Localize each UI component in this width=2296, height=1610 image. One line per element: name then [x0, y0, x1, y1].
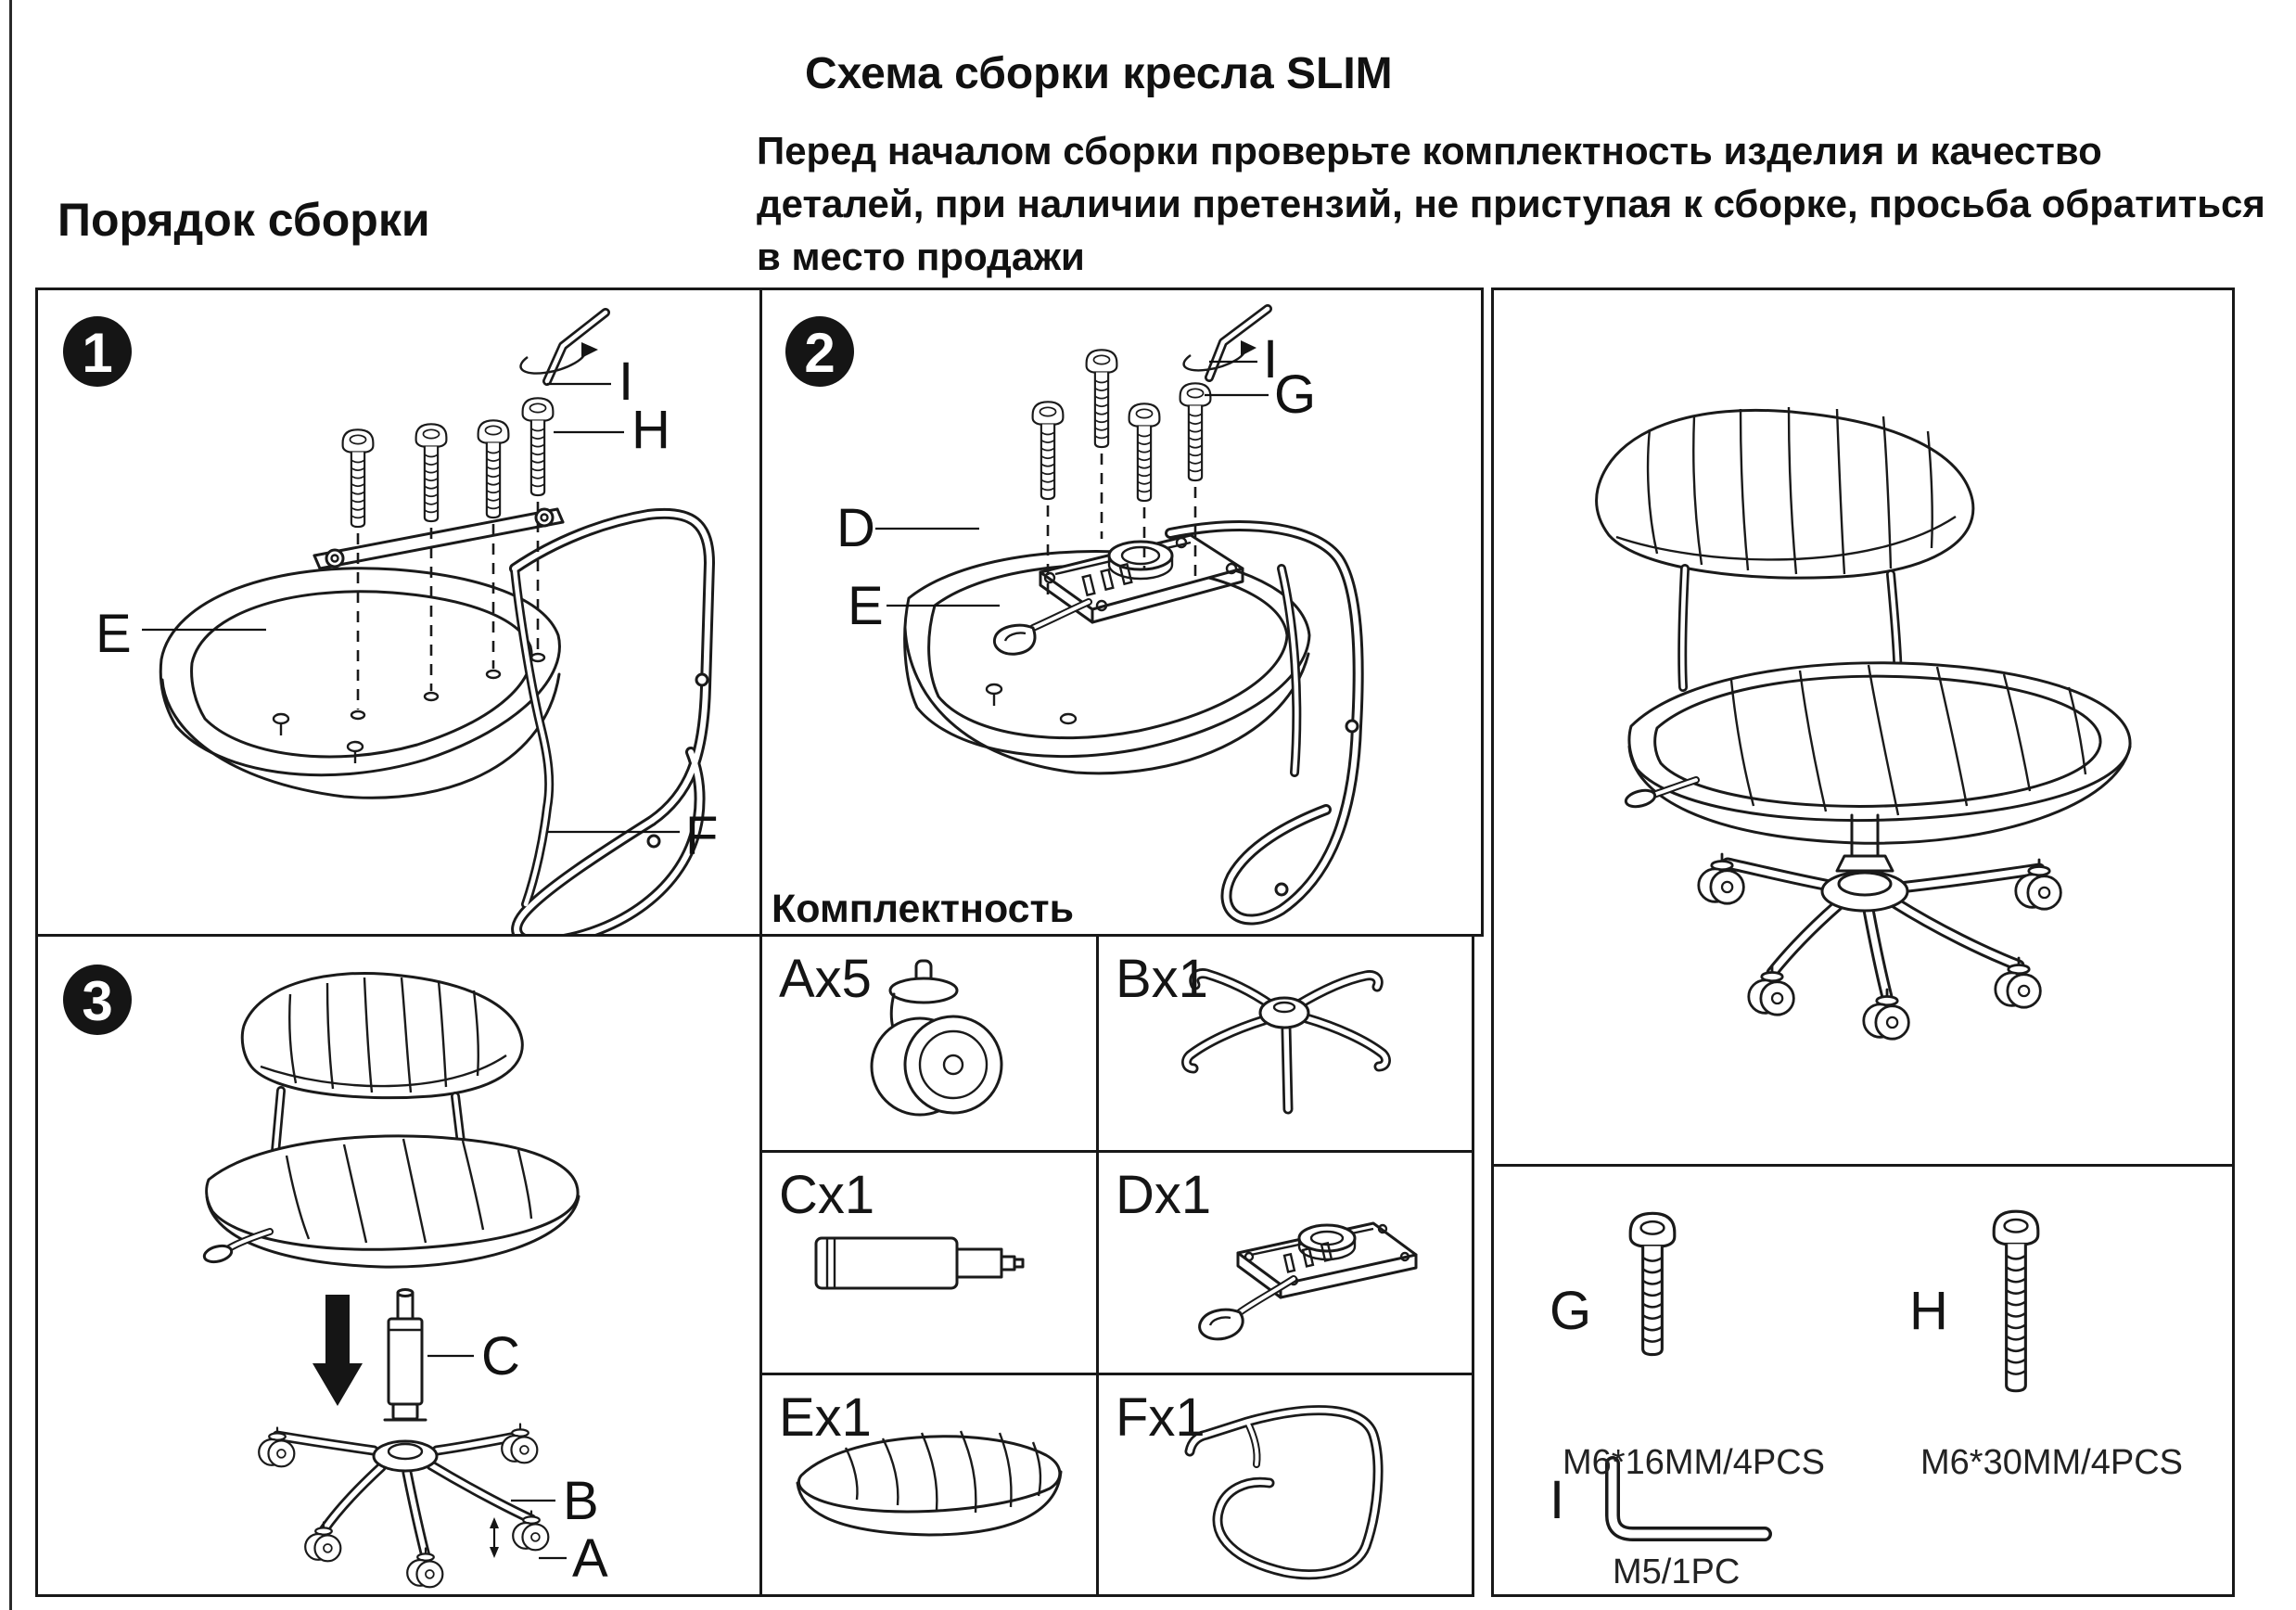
hardware-spec-h: M6*30MM/4PCS [1920, 1443, 2183, 1482]
hardware-panel [1491, 1164, 2235, 1597]
svg-text:G: G [1274, 364, 1317, 425]
backrest-drawing [1597, 407, 1973, 578]
svg-text:A: A [572, 1528, 608, 1589]
section-heading: Порядок сборки [57, 194, 430, 246]
chair-top-drawing [203, 973, 579, 1267]
label-screw-g [1205, 364, 1316, 425]
svg-text:E: E [848, 576, 884, 636]
part-code: Dx1 [1116, 1165, 1212, 1225]
gas-lift-drawing [385, 1290, 426, 1421]
seat-drawing [160, 569, 559, 799]
seat-drawing [1629, 663, 2130, 844]
svg-text:B: B [563, 1471, 599, 1531]
screw-h-icon [1994, 1211, 2038, 1391]
step2-panel [759, 288, 1484, 937]
svg-text:1: 1 [82, 322, 113, 384]
part-code: Cx1 [779, 1165, 875, 1225]
page-title: Схема сборки кресла SLIM [805, 49, 1393, 98]
hardware-letter-i: I [1550, 1470, 1565, 1530]
svg-text:C: C [481, 1326, 520, 1386]
notice-line: деталей, при наличии претензий, не приступая к сборке, просьба обратиться [757, 182, 2265, 225]
hardware-spec-g: M6*16MM/4PCS [1563, 1443, 1825, 1482]
hex-key-icon [1184, 309, 1268, 377]
hardware-letter-h: H [1909, 1281, 1948, 1341]
svg-text:E: E [96, 604, 132, 664]
down-arrow-icon [313, 1295, 363, 1406]
notice-line: в место продажи [757, 235, 1085, 278]
screw-icon [343, 398, 554, 527]
step-number-badge [63, 965, 132, 1035]
svg-text:D: D [836, 498, 875, 558]
kit-cell-frame [1099, 1375, 1472, 1594]
kit-cell-caster [762, 937, 1099, 1153]
assembly-notice [757, 124, 2265, 283]
label-gas-lift [427, 1326, 520, 1386]
hex-key-icon [521, 313, 606, 381]
kit-cell-seat [762, 1375, 1099, 1594]
kit-grid [759, 934, 1474, 1597]
step3-drawing [38, 937, 759, 1594]
page-edge-line [9, 0, 12, 1610]
svg-text:2: 2 [804, 322, 835, 384]
hardware-letter-g: G [1550, 1281, 1592, 1341]
kit-cell-gas-lift [762, 1153, 1099, 1375]
caster-travel-arrow-icon [490, 1517, 499, 1558]
hardware-spec-i: M5/1PC [1613, 1552, 1741, 1591]
assembled-chair-panel [1491, 288, 2235, 1167]
svg-text:F: F [685, 806, 719, 866]
label-mechanism [836, 498, 979, 558]
notice-line: Перед началом сборки проверьте комплектность изделия и качество [757, 129, 2102, 172]
screw-icon [1033, 350, 1211, 501]
step-number-badge [63, 316, 132, 387]
svg-text:I: I [1263, 329, 1279, 390]
label-screw-h [554, 400, 670, 460]
kit-cell-mechanism [1099, 1153, 1472, 1375]
screw-g-icon [1630, 1213, 1675, 1354]
kit-heading: Комплектность [772, 887, 1075, 931]
part-code: Bx1 [1116, 949, 1208, 1009]
step-number-badge [785, 316, 854, 387]
frame-drawing [515, 514, 709, 934]
kit-cell-base [1099, 937, 1472, 1153]
svg-text:I: I [619, 351, 634, 412]
step1-drawing [38, 290, 759, 934]
step1-panel [35, 288, 762, 937]
assembled-chair-drawing [1494, 290, 2232, 1164]
part-code: Ex1 [779, 1387, 872, 1448]
svg-text:H: H [631, 400, 670, 460]
step3-panel [35, 934, 762, 1597]
hardware-drawing [1494, 1167, 2232, 1594]
part-code: Ax5 [779, 949, 872, 1009]
part-code: Fx1 [1116, 1387, 1205, 1448]
svg-text:3: 3 [82, 970, 113, 1032]
step2-drawing [762, 290, 1481, 934]
